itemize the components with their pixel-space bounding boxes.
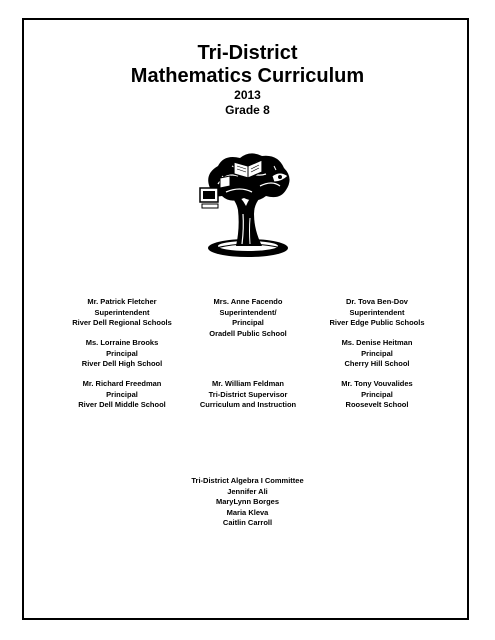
- staff-name: Mr. William Feldman: [211, 379, 285, 388]
- title-line-2: Mathematics Curriculum: [130, 65, 365, 87]
- grade-label: Grade 8: [225, 103, 270, 117]
- staff-org: River Dell High School: [81, 359, 163, 368]
- staff-entry: [302, 379, 452, 411]
- staff-title: Principal: [361, 389, 393, 399]
- staff-title: Principal: [106, 348, 138, 358]
- staff-org: Cherry Hill School: [344, 359, 410, 368]
- staff-name: Mr. Tony Vouvalides: [341, 379, 413, 388]
- staff-entry: [173, 379, 323, 411]
- staff-title: Superintendent/: [219, 307, 277, 317]
- staff-name: Mrs. Anne Facendo: [213, 297, 283, 306]
- staff-org: Oradell Public School: [209, 328, 287, 338]
- staff-entry: [173, 297, 323, 339]
- title-line-1: Tri-District: [197, 42, 298, 64]
- staff-name: Mr. Richard Freedman: [82, 379, 162, 388]
- committee-member: Maria Kleva: [226, 507, 269, 517]
- staff-title: Superintendent: [94, 307, 150, 317]
- staff-name: Dr. Tova Ben-Dov: [346, 297, 408, 306]
- committee-member: Caitlin Carroll: [222, 518, 273, 527]
- staff-entry: [302, 338, 452, 370]
- staff-title-2: Principal: [232, 318, 264, 327]
- staff-title: Superintendent: [349, 307, 405, 317]
- staff-name: Ms. Lorraine Brooks: [85, 338, 159, 347]
- staff-title: Principal: [106, 389, 138, 399]
- staff-entry: [47, 338, 197, 370]
- staff-org: Curriculum and Instruction: [199, 400, 297, 409]
- committee-member: Jennifer Ali: [227, 486, 268, 496]
- year-label: 2013: [234, 88, 261, 102]
- staff-title: Principal: [361, 348, 393, 358]
- committee-heading: Tri-District Algebra I Committee: [191, 476, 304, 485]
- staff-entry: [302, 297, 452, 329]
- committee-member: MaryLynn Borges: [215, 497, 280, 506]
- staff-title: Tri-District Supervisor: [208, 389, 288, 399]
- staff-org: River Dell Regional Schools: [72, 318, 172, 327]
- staff-org: River Dell Middle School: [78, 400, 166, 409]
- staff-name: Ms. Denise Heitman: [341, 338, 413, 347]
- committee-section: [0, 476, 495, 529]
- staff-name: Mr. Patrick Fletcher: [87, 297, 157, 306]
- staff-org: River Edge Public Schools: [329, 318, 425, 327]
- staff-org: Roosevelt School: [345, 400, 409, 409]
